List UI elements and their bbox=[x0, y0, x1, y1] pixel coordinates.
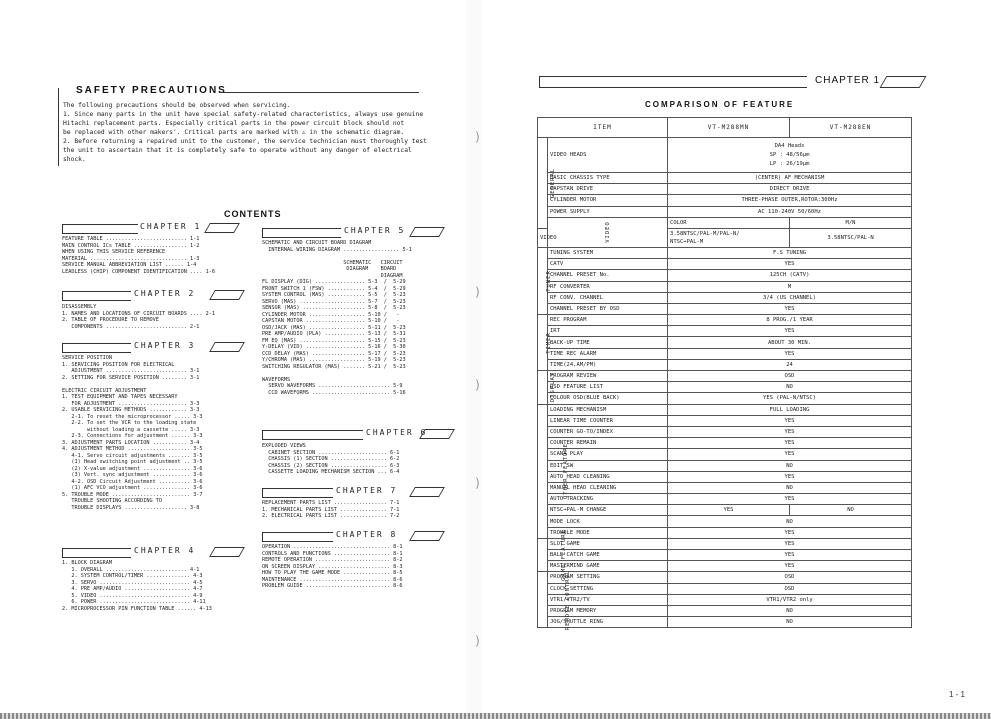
value-cell: YES bbox=[668, 438, 912, 449]
group-label: VIDEO bbox=[604, 221, 611, 244]
item-cell: MANUAL HEAD CLEANING bbox=[548, 482, 668, 493]
value-cell: YES bbox=[668, 550, 912, 561]
binding-hole-icon: ) bbox=[474, 130, 482, 144]
table-row bbox=[538, 195, 912, 206]
chapter-end-shape bbox=[209, 547, 245, 557]
value-cell: YES bbox=[668, 471, 912, 482]
value-cell: OSD bbox=[668, 583, 912, 594]
item-cell: SLOT GAME bbox=[548, 538, 668, 549]
table-row bbox=[538, 292, 912, 303]
value-cell: OSD bbox=[668, 572, 912, 583]
table-row bbox=[538, 326, 912, 337]
value-cell: ABOUT 30 MIN. bbox=[668, 337, 912, 348]
value-cell: YES bbox=[668, 303, 912, 314]
table-row bbox=[538, 359, 912, 370]
table-row bbox=[538, 393, 912, 404]
value-cell: YES bbox=[668, 348, 912, 359]
chapter-1-toc: FEATURE TABLE .......................... 1-1 MAIN CONTROL ICs TABLE ................. 1-2 WHEN USING THIS SERVICE REFERENCE MATERIAL ............................... 1-3 SERVICE MANUAL ABBREVIATION LIST ...... 1-4 LEADLESS (CHIP) COMPONENT IDENTIFICATION .... 1-6 bbox=[62, 236, 216, 275]
chapter-label: CHAPTER 4 bbox=[134, 546, 196, 555]
value-cell: F.S TUNING bbox=[668, 247, 912, 258]
safety-line: 2. Before returning a repaired unit to the customer, the service technician must thoroughly test bbox=[63, 138, 427, 145]
value-cell: YES bbox=[668, 259, 912, 270]
group-label: REMOTE CONTROL bbox=[565, 569, 572, 631]
chapter-end-shape bbox=[209, 342, 245, 352]
chapter-1-heading bbox=[62, 222, 242, 232]
group-tuner bbox=[538, 247, 552, 314]
binding-hole-icon: ) bbox=[474, 285, 482, 299]
chapter-label: CHAPTER 7 bbox=[336, 486, 398, 495]
chapter-label: CHAPTER 2 bbox=[134, 289, 196, 298]
item-cell: CAPSTAN DRIVE bbox=[548, 184, 668, 195]
value-cell: NO bbox=[668, 605, 912, 616]
header-item: ITEM bbox=[538, 118, 668, 138]
chapter-7-heading bbox=[262, 486, 442, 496]
table-row bbox=[538, 527, 912, 538]
group-label: GENERAL bbox=[550, 167, 557, 199]
value-cell: YES bbox=[668, 426, 912, 437]
value-cell: YES bbox=[668, 538, 912, 549]
table-row bbox=[538, 259, 912, 270]
chapter-4-toc: 1. BLOCK DIAGRAM 1. OVERALL .......................... 4-1 2. SYSTEM CONTROL/TIMER .............. 4-3 3. SERVO ............................. 4-5 4. PRE AMP/AUDIO ..................... 4-7 5. VIDEO ............................. 4-9 6. POWER ............................. 4-11 2. MICROPROCESSOR PIN FUNCTION TABLE ...... 4-13 bbox=[62, 560, 212, 612]
chapter-8-toc: OPERATION ............................... 8-1 CONTROLS AND FUNCTIONS .................. 8-1 REMOTE OPERATION ........................ 8-2 ON SCREEN DISPLAY ....................... 8-3 HOW TO PLAY THE GAME MODE ............... 8-5 MAINTENANCE ............................. 8-6 PROBLEM GUIDE ........................... 8-6 bbox=[262, 544, 403, 589]
group-display bbox=[538, 371, 557, 405]
item-cell: TUNING SYSTEM bbox=[548, 247, 668, 258]
table-row bbox=[538, 206, 912, 217]
chapter-label: CHAPTER 5 bbox=[344, 226, 406, 235]
item-cell: LINEAR TIME COUNTER bbox=[548, 415, 668, 426]
table-row bbox=[538, 371, 912, 382]
contents-title: CONTENTS bbox=[224, 209, 282, 219]
table-row bbox=[538, 482, 912, 493]
chapter-end-shape bbox=[409, 487, 445, 497]
chapter-bar bbox=[62, 291, 131, 301]
group-video bbox=[548, 217, 668, 247]
table-row bbox=[538, 348, 912, 359]
item-cell: CHANNEL PRESET No. bbox=[548, 270, 668, 281]
item-cell: COLOUR OSD(BLUE BACK) bbox=[548, 393, 668, 404]
comparison-title: COMPARISON OF FEATURE bbox=[645, 100, 795, 109]
value-cell: FULL LOADING bbox=[668, 404, 912, 415]
value-cell: VTR1/VTR2 only bbox=[668, 594, 912, 605]
value-cell: YES (PAL-N/NTSC) bbox=[668, 393, 912, 404]
item-cell: AUTO TRACKING bbox=[548, 494, 668, 505]
value-cell: YES bbox=[668, 415, 912, 426]
table-row bbox=[538, 382, 912, 393]
chapter-5-toc: SCHEMATIC AND CIRCUIT BOARD DIAGRAM INTERNAL WIRING DIAGRAM .................. 5-1 SCHEMATIC CIRCUIT DIAGRAM BOARD DIAGRAM FL DISPLAY (DIG) ................ 5-3 / 5-29 FRONT SWITCH 1 (FSW) ............ 5-4 / 5-29 SYSTEM CONTROL (MAS) ............ 5-5 / 5-23 SERVO (MAS) ..................... 5-7 / 5-23 SENSOR (MAS) .................... 5-8 / 5-23 CYLINDER MOTOR .................. 5-10 / - CAPSTAN MOTOR ................... 5-10 / - OSD/JACK (MAS) .................. 5-11 / 5-23 PRE AMP/AUDIO (PLA) ............. 5-13 / 5-31 FM EQ (MAS) ..................... 5-15 / 5-23 Y-DELAY (VID) ................... 5-16 / 5-30 CCD DELAY (MAS) ................. 5-17 / 5-23 Y/CHROMA (MAS) .................. 5-19 / 5-23 SWITCHING REGULATOR (MAS) ....... 5-21 / 5-23 WAVEFORMS SERVO WAVEFORMS ....................... 5-9 CCD WAVEFORMS ......................... 5-16 bbox=[262, 240, 412, 396]
item-cell: SCANA PLAY bbox=[548, 449, 668, 460]
binding-hole-icon: ) bbox=[474, 476, 482, 490]
table-row bbox=[538, 572, 912, 583]
chapter-3-heading bbox=[62, 341, 242, 351]
chapter-5-heading bbox=[262, 226, 442, 236]
table-row bbox=[538, 247, 912, 258]
binding-hole-icon: ) bbox=[474, 378, 482, 392]
item-cell: MODE LOCK bbox=[548, 516, 668, 527]
value-cell: AC 110-240V 50/60Hz bbox=[668, 206, 912, 217]
value-cell: 24 bbox=[668, 359, 912, 370]
chapter-end-shape bbox=[209, 290, 245, 300]
table-row bbox=[538, 494, 912, 505]
item-cell: LOADING MECHANISM bbox=[548, 404, 668, 415]
safety-line: Hitachi replacement parts. Especially critical parts in the power circuit block should not bbox=[63, 120, 405, 127]
item-cell: CYLINDER MOTOR bbox=[548, 195, 668, 206]
item-cell: JOG/SHUTTLE RING bbox=[548, 617, 668, 628]
item-cell: BASIC CHASSIS TYPE bbox=[548, 173, 668, 184]
table-row bbox=[538, 270, 912, 281]
chapter-label: CHAPTER 3 bbox=[134, 341, 196, 350]
group-label: TIMER bbox=[545, 331, 552, 354]
value-cell: 8 PROG./1 YEAR bbox=[668, 315, 912, 326]
table-row bbox=[538, 138, 912, 173]
table-row bbox=[538, 337, 912, 348]
item-cell: VTR1/VTR2/TV bbox=[548, 594, 668, 605]
chapter-3-toc: SERVICE POSITION 1. SERVICING POSITION FOR ELECTRICAL ADJUSTMENT .......................... 3-1 2. SETTING FOR SERVICE POSITION ........ 3-1 ELECTRIC CIRCUIT ADJUSTMENT 1. TEST EQUIPMENT AND TAPES NECESSARY FOR ADJUSTMENT ...................... 3-3 2. USABLE SERVICING METHODS ............ 3-3 2-1. To reset the microprocessor ..... 3-3 2-2. To set the VCR to the loading state without loading a cassette ..... 3-3 2-3. Connections for adjustment ...... 3-3 3. ADJUSTMENT PARTS LOCATION ........... 3-4 4. ADJUSTMENT METHOD .................... 3-5 4-1. Servo circuit adjustments ....... 3-5 (1) Head switching point adjustment .. 3-5 (2) X-value adjustment ............... 3-6 (3) Vert. sync adjustment ............ 3-6 4-2. OSD Circuit Adjustment .......... 3-6 (1) AFC VCO adjustment ............... 3-6 5. TROUBLE MODE ......................... 3-7 TROUBLE SHOOTING ACCORDING TO TROUBLE DISPLAYS .................... 3-8 bbox=[62, 355, 203, 511]
table-row bbox=[538, 315, 912, 326]
chapter-7-toc: REPLACEMENT PARTS LIST ................. 7-1 1. MECHANICAL PARTS LIST ............... 7-1 2. ELECTRICAL PARTS LIST ............... 7-2 bbox=[262, 500, 400, 519]
value-line: NTSC→PAL-M bbox=[670, 238, 704, 245]
table-row bbox=[538, 538, 912, 549]
chapter-4-heading bbox=[62, 546, 242, 556]
value-cell: YES bbox=[668, 494, 912, 505]
table-row bbox=[538, 617, 912, 628]
value-cell bbox=[668, 138, 912, 173]
table-row bbox=[538, 605, 912, 616]
item-cell: VIDEO HEADS bbox=[548, 138, 668, 173]
item-cell: MASTERMIND GAME bbox=[548, 561, 668, 572]
table-row bbox=[538, 426, 912, 437]
value-line: DA4 Heads bbox=[774, 142, 805, 149]
chapter-end-shape bbox=[204, 223, 240, 233]
item-cell: TIME(24,AM/PM) bbox=[548, 359, 668, 370]
table-row bbox=[538, 594, 912, 605]
table-row bbox=[538, 449, 912, 460]
item-cell: AUTO HEAD CLEANING bbox=[548, 471, 668, 482]
chapter-bar bbox=[62, 548, 131, 558]
header-model-1: VT-M288MN bbox=[668, 118, 790, 138]
table-row bbox=[538, 404, 912, 415]
group-label: OTHER FEATURE bbox=[563, 443, 570, 500]
table-row bbox=[538, 471, 912, 482]
item-cell: CATV bbox=[548, 259, 668, 270]
value-cell: NO bbox=[668, 382, 912, 393]
item-cell: RF CONV. CHANNEL bbox=[548, 292, 668, 303]
table-row bbox=[538, 583, 912, 594]
value-cell: NO bbox=[668, 516, 912, 527]
group-label: GAME FEATURE bbox=[560, 529, 567, 581]
chapter-1-banner bbox=[539, 76, 914, 88]
table-row bbox=[538, 438, 912, 449]
item-cell: COLOR bbox=[668, 217, 790, 228]
value-cell: NO bbox=[668, 617, 912, 628]
item-cell: CLOCK SETTING bbox=[548, 583, 668, 594]
item-cell: RF CONVERTER bbox=[548, 281, 668, 292]
value-cell: YES bbox=[668, 449, 912, 460]
item-cell: TIME REC ALARM bbox=[548, 348, 668, 359]
item-cell: COUNTER REMAIN bbox=[548, 438, 668, 449]
table-row bbox=[538, 516, 912, 527]
value-cell: (CENTER) AF MECHANISM bbox=[668, 173, 912, 184]
chapter-bar bbox=[62, 343, 131, 353]
scan-edge-strip bbox=[0, 713, 991, 719]
value-cell: THREE-PHASE OUTER,ROTOR:300Hz bbox=[668, 195, 912, 206]
group-label: DISPLAY bbox=[550, 372, 557, 403]
binding-hole-icon: ) bbox=[474, 634, 482, 648]
value-cell: YES bbox=[668, 561, 912, 572]
chapter-banner-bar bbox=[539, 76, 807, 88]
chapter-end-shape bbox=[419, 429, 455, 439]
group-general bbox=[538, 138, 557, 229]
chapter-2-toc: DISASSEMBLY 1. NAMES AND LOCATIONS OF CIRCUIT BOARDS .... 2-1 2. TABLE OF PROCEDURE TO REMOVE COMPONENTS .......................... 2-1 bbox=[62, 304, 216, 330]
safety-rule bbox=[219, 92, 419, 93]
chapter-bar bbox=[62, 224, 138, 234]
item-cell: PROGRAM REVIEW bbox=[548, 371, 668, 382]
table-row bbox=[538, 281, 912, 292]
value-cell: NO bbox=[668, 482, 912, 493]
item-cell: CHANNEL PRESET BY OSD bbox=[548, 303, 668, 314]
page-number: 1 - 1 bbox=[949, 690, 966, 699]
item-cell: BALL CATCH GAME bbox=[548, 550, 668, 561]
value-cell: M bbox=[668, 281, 912, 292]
table-row bbox=[538, 184, 912, 195]
chapter-bar bbox=[262, 532, 333, 542]
chapter-label: CHAPTER 1 bbox=[140, 222, 202, 231]
safety-line: the unit to ascertain that it is completely safe to operate without any danger of electrical bbox=[63, 147, 412, 154]
item-cell: NTSC→PAL-M CHANGE bbox=[548, 505, 668, 516]
value-cell: NO bbox=[790, 505, 912, 516]
chapter-banner-end bbox=[880, 76, 927, 88]
group-timer bbox=[538, 315, 552, 371]
value-cell: NO bbox=[668, 460, 912, 471]
group-label: TUNER bbox=[545, 270, 552, 292]
item-cell: EDIT SW bbox=[548, 460, 668, 471]
item-cell: BACK-UP TIME bbox=[548, 337, 668, 348]
chapter-label: CHAPTER 8 bbox=[336, 530, 398, 539]
item-cell: TROUBLE MODE bbox=[548, 527, 668, 538]
value-cell: M/N bbox=[790, 217, 912, 228]
table-header-row bbox=[538, 118, 912, 138]
chapter-label: CHAPTER 6 bbox=[366, 428, 428, 437]
chapter-bar bbox=[262, 430, 363, 440]
chapter-end-shape bbox=[409, 227, 445, 237]
chapter-8-heading bbox=[262, 530, 442, 540]
item-cell: PROGRAM MEMORY bbox=[548, 605, 668, 616]
value-line: SP : 48/56μm bbox=[769, 151, 810, 158]
safety-line: 1. Since many parts in the unit have special safety-related characteristics, always use genuine bbox=[63, 111, 424, 118]
chapter-6-heading bbox=[262, 428, 442, 438]
safety-line: be replaced with other makers'. Critical parts are marked with ⚠ in the schematic diagram. bbox=[63, 129, 405, 136]
table-row bbox=[538, 505, 912, 516]
safety-line: The following precautions should be observed when servicing. bbox=[63, 102, 291, 109]
left-page bbox=[0, 0, 470, 719]
chapter-bar bbox=[262, 228, 341, 238]
table-row bbox=[538, 173, 912, 184]
table-row bbox=[538, 550, 912, 561]
table-row bbox=[538, 217, 912, 228]
value-cell: 3.58NTSC/PAL-N bbox=[790, 228, 912, 247]
item-cell: OSD FEATURE LIST bbox=[548, 382, 668, 393]
chapter-2-heading bbox=[62, 289, 242, 299]
value-cell: YES bbox=[668, 527, 912, 538]
item-cell: IRT bbox=[548, 326, 668, 337]
value-line: LP : 26/19μm bbox=[769, 160, 810, 167]
item-cell: REC PROGRAM bbox=[548, 315, 668, 326]
item-cell: POWER SUPPLY bbox=[548, 206, 668, 217]
safety-title: SAFETY PRECAUTIONS bbox=[73, 85, 230, 96]
table-row bbox=[538, 303, 912, 314]
value-cell: OSD bbox=[668, 371, 912, 382]
value-cell: 125CH (CATV) bbox=[668, 270, 912, 281]
item-cell: COUNTER GO-TO/INDEX bbox=[548, 426, 668, 437]
table-row bbox=[538, 561, 912, 572]
value-cell: DIRECT DRIVE bbox=[668, 184, 912, 195]
value-cell bbox=[668, 228, 790, 247]
item-cell: VIDEO bbox=[538, 228, 548, 247]
value-line: 3.58NTSC/PAL-M/PAL-N/ bbox=[670, 230, 740, 237]
safety-body bbox=[63, 101, 448, 164]
value-cell: YES bbox=[668, 326, 912, 337]
safety-precautions-box bbox=[58, 85, 451, 166]
table-row bbox=[538, 415, 912, 426]
safety-line: shock. bbox=[63, 156, 86, 163]
right-page bbox=[482, 0, 991, 719]
chapter-banner-label: CHAPTER 1 bbox=[815, 75, 881, 86]
table-row bbox=[538, 460, 912, 471]
chapter-end-shape bbox=[409, 531, 445, 541]
chapter-bar bbox=[262, 488, 333, 498]
item-cell: PROGRAM SETTING bbox=[548, 572, 668, 583]
header-model-2: VT-M288EN bbox=[790, 118, 912, 138]
value-cell: YES bbox=[668, 505, 790, 516]
chapter-6-toc: EXPLODED VIEWS CABINET SECTION ...................... 6-1 CHASSIS (1) SECTION .................. 6-2 CHASSIS (2) SECTION .................. 6-3 CASSETTE LOADING MECHANISM SECTION ... 6-4 bbox=[262, 443, 400, 475]
feature-comparison-table bbox=[537, 117, 912, 631]
value-cell: 3/4 (US CHANNEL) bbox=[668, 292, 912, 303]
